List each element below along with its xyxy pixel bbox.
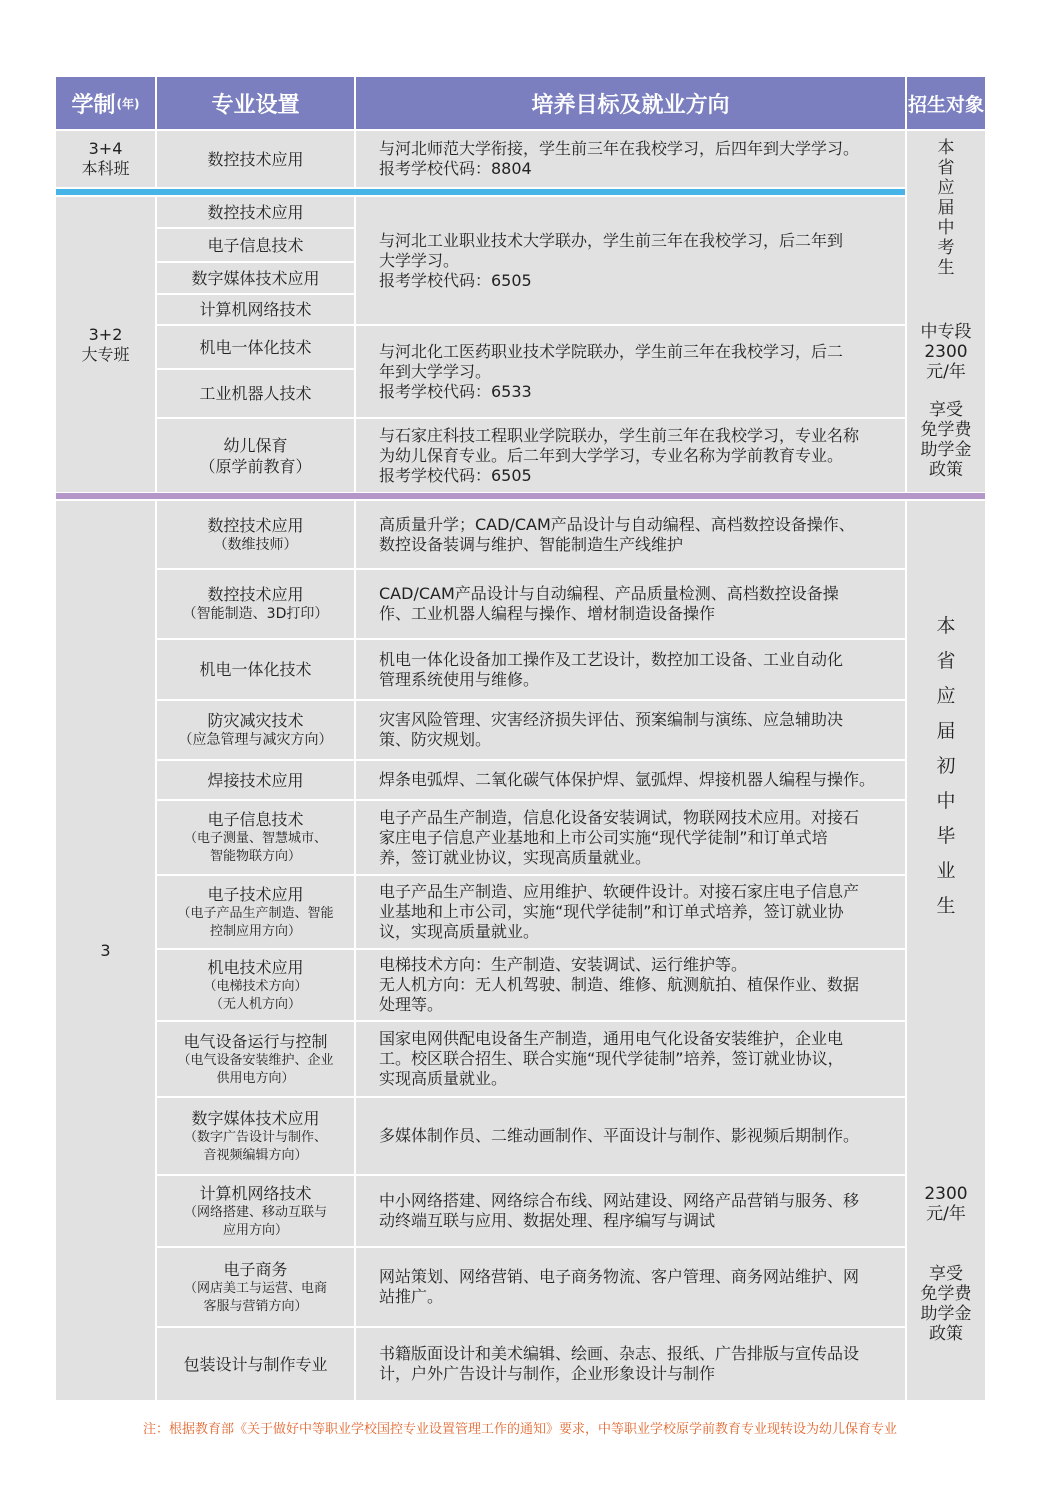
section3-major-name: 电子信息技术 (207, 810, 304, 829)
section3-major-sub: 智能物联方向） (209, 849, 301, 864)
section1-year (56, 131, 155, 187)
section3-major-name: 机电技术应用 (207, 957, 304, 977)
section3-goal (356, 1328, 905, 1400)
section3-goal (356, 1098, 905, 1174)
section3-goal (356, 570, 905, 638)
section3-major-name: 焊接技术应用 (207, 770, 304, 790)
target-bottom-policy-line4: 政策 (929, 1324, 963, 1344)
section3-major-sub: （电梯技术方向） (203, 978, 308, 994)
section3-year (56, 501, 155, 1400)
target-bottom-policy-line3: 助学金 (920, 1304, 972, 1324)
target-bottom-char: 中 (936, 790, 956, 812)
section2-major (157, 295, 354, 324)
section3-major-sub: （电子测量、智慧城市、 (183, 831, 327, 846)
target-top-policy-line1: 享受 (929, 400, 963, 420)
target-bottom-char: 届 (936, 720, 956, 742)
section3-goal (356, 501, 905, 568)
section3-major-name: 数字媒体技术应用 (191, 1108, 320, 1128)
target-top-fee-line3: 元/年 (926, 362, 966, 382)
section3-goal-text: 书籍版面设计和美术编辑、绘画、杂志、报纸、广告排版与宣传品设 计，户外广告设计与制作，企业形象设计与制作 (379, 1344, 860, 1383)
target-bottom-policy-line2: 免学费 (920, 1284, 972, 1304)
divider-blue (56, 189, 905, 195)
section3-goal-text: 焊条电弧焊、二氧化碳气体保护焊、氩弧焊、焊接机器人编程与操作。 (379, 770, 876, 789)
section2-major (157, 229, 354, 261)
section2-goal-text: 与河北化工医药职业技术学院联办，学生前三年在我校学习，后二 年到大学学习。 报考学校代码：6533 (379, 341, 844, 401)
section2-major (157, 197, 354, 227)
section3-goal-text: 电子产品生产制造、应用维护、软硬件设计。对接石家庄电子信息产 业基地和上市公司，实施“现代学徒制”和订单式培养，签订就业协 议，实现高质量就业。 (379, 882, 860, 941)
header-target-label: 招生对象 (907, 93, 984, 116)
section3-major-sub: （无人机方向） (209, 996, 301, 1012)
section3-major (157, 801, 354, 874)
section3-major-sub: （智能制造、3D打印） (182, 606, 329, 622)
section3-major (157, 1328, 354, 1400)
section2-major-name: 计算机网络技术 (199, 300, 312, 319)
target-bottom-char: 本 (936, 615, 956, 637)
section3-goal (356, 801, 905, 874)
section2-major-name: 数控技术应用 (207, 202, 304, 222)
section1-goal (356, 131, 905, 187)
target-bottom-chars (936, 609, 955, 924)
section3-goal-text: 机电一体化设备加工操作及工艺设计，数控加工设备、工业自动化 管理系统使用与维修。 (379, 649, 844, 689)
section3-major-sub: 应用方向） (222, 1222, 288, 1238)
target-top-policy-line2: 免学费 (920, 420, 972, 440)
section3-major (157, 1248, 354, 1326)
section3-major-sub: （网络搭建、移动互联与 (183, 1204, 327, 1220)
footnote: 注：根据教育部《关于做好中等职业学校国控专业设置管理工作的通知》要求，中等职业学校原学前教育专业现转设为幼儿保育专业 (142, 1422, 897, 1437)
section3-goal (356, 1022, 905, 1096)
section3-major-name: 包装设计与制作专业 (183, 1354, 328, 1374)
target-top-chars (938, 138, 955, 278)
section3-goal (356, 876, 905, 948)
target-bottom-char: 业 (936, 860, 956, 882)
section3-goal-text: 电子产品生产制造，信息化设备安装调试，物联网技术应用。对接石 家庄电子信息产业基地和上市公司实施“现代学徒制”和订单式培 养，签订就业协议，实现高质量就业。 (379, 807, 860, 867)
target-bottom-fee-line2: 元/年 (926, 1204, 966, 1224)
target-bottom-char: 毕 (936, 825, 956, 847)
section2-major-name: 幼儿保育 (223, 435, 288, 455)
section3-goal-text: 网站策划、网络营销、电子商务物流、客户管理、商务网站维护、网 站推广。 (379, 1267, 860, 1306)
section3-major-name: 机电一体化技术 (199, 660, 312, 679)
section3-major-sub: 控制应用方向） (209, 923, 301, 939)
section1-year-line2: 本科班 (81, 159, 130, 178)
section3-major (157, 950, 354, 1020)
section3-major-name: 电气设备运行与控制 (183, 1031, 328, 1051)
section2-year (56, 197, 155, 492)
divider-purple (56, 493, 985, 499)
target-top-char: 生 (937, 258, 955, 278)
section3-goal (356, 701, 905, 759)
section2-goal (356, 197, 905, 324)
section2-year-line1: 3+2 (88, 324, 123, 344)
section3-major (157, 761, 354, 799)
section3-goal (356, 950, 905, 1020)
target-top (907, 131, 985, 492)
section1-major-name: 数控技术应用 (207, 149, 304, 169)
section3-goal-text: 高质量升学；CAD/CAM产品设计与自动编程、高档数控设备操作、 数控设备装调与维护、智能制造生产线维护 (379, 514, 855, 554)
section3-major-sub: （数维技师） (213, 536, 298, 553)
section2-major-name: 电子信息技术 (207, 235, 304, 255)
target-top-char: 省 (937, 158, 955, 178)
section3-major-sub: （数字广告设计与制作、 (183, 1129, 327, 1145)
target-top-char: 应 (937, 178, 955, 198)
section3-major-sub: （电气设备安装维护、企业 (177, 1052, 334, 1068)
section3-goal-text: 电梯技术方向：生产制造、安装调试、运行维护等。 无人机方向：无人机驾驶、制造、维修、航测航拍、植保作业、数据 处理等。 (379, 955, 860, 1014)
target-bottom-char: 初 (936, 755, 956, 777)
target-top-char: 本 (937, 138, 955, 158)
section3-major (157, 570, 354, 638)
section3-goal-text: 中小网络搭建、网络综合布线、网站建设、网络产品营销与服务、移 动终端互联与应用、数据处理、程序编写与调试 (379, 1191, 860, 1230)
section3-major-name: 电子商务 (223, 1259, 288, 1279)
section3-goal (356, 640, 905, 699)
section2-major (157, 370, 354, 417)
header-target (907, 77, 985, 129)
section3-major (157, 640, 354, 699)
target-bottom-char: 省 (936, 650, 956, 672)
target-bottom-char: 生 (936, 895, 956, 917)
section3-major (157, 876, 354, 948)
header-school-system-unit: (年) (116, 96, 140, 111)
header-school-system-label: 学制 (71, 92, 116, 118)
section3-major (157, 701, 354, 759)
section3-goal (356, 761, 905, 799)
section3-major (157, 1022, 354, 1096)
section3-major (157, 501, 354, 568)
section3-major (157, 1176, 354, 1246)
target-top-char: 届 (937, 198, 955, 218)
target-bottom (907, 501, 985, 1400)
section2-major-name: 工业机器人技术 (199, 384, 312, 403)
section2-major-name: 机电一体化技术 (199, 337, 312, 357)
section3-major-sub: 客服与营销方向） (203, 1298, 308, 1314)
section3-major-sub: （电子产品生产制造、智能 (177, 905, 334, 921)
section3-goal-text: 国家电网供配电设备生产制造，通用电气化设备安装维护，企业电 工。校区联合招生、联合实施“现代学徒制”培养，签订就业协议， 实现高质量就业。 (379, 1029, 844, 1088)
section3-major-name: 电子技术应用 (207, 884, 304, 904)
section1-goal-text: 与河北师范大学衔接，学生前三年在我校学习，后四年到大学学习。 报考学校代码：8804 (379, 139, 860, 178)
section2-goal (356, 419, 905, 492)
section2-major (157, 419, 354, 492)
section3-major-name: 数控技术应用 (207, 515, 304, 535)
header-goal-label: 培养目标及就业方向 (531, 92, 730, 118)
section3-goal (356, 1176, 905, 1246)
section1-major (157, 131, 354, 187)
section3-major (157, 1098, 354, 1174)
target-top-policy-line4: 政策 (929, 460, 963, 480)
section3-major-name: 计算机网络技术 (199, 1183, 312, 1203)
section3-goal-text: 灾害风险管理、灾害经济损失评估、预案编制与演练、应急辅助决 策、防灾规划。 (379, 710, 844, 749)
section3-year-text: 3 (100, 940, 111, 960)
section2-goal (356, 326, 905, 417)
target-top-fee-line1: 中专段 (920, 322, 972, 342)
target-bottom-fee-line1: 2300 (924, 1184, 968, 1204)
section1-year-line1: 3+4 (88, 139, 123, 158)
section3-major-sub: （网店美工与运营、电商 (183, 1280, 327, 1296)
target-bottom-policy-line1: 享受 (929, 1264, 963, 1284)
section2-year-line2: 大专班 (81, 344, 130, 364)
section3-major-sub: （应急管理与减灾方向） (178, 732, 333, 748)
section3-major-name: 数控技术应用 (207, 585, 304, 604)
target-bottom-char: 应 (936, 685, 956, 707)
section2-goal-text: 与石家庄科技工程职业学院联办，学生前三年在我校学习，专业名称 为幼儿保育专业。后二年到大学学习，专业名称为学前教育专业。 报考学校代码：6505 (379, 425, 860, 485)
section2-major (157, 263, 354, 293)
section3-goal (356, 1248, 905, 1326)
section3-goal-text: 多媒体制作员、二维动画制作、平面设计与制作、影视频后期制作。 (379, 1126, 860, 1145)
target-top-char: 考 (937, 238, 955, 258)
section3-goal-text: CAD/CAM产品设计与自动编程、产品质量检测、高档数控设备操 作、工业机器人编程与操作、增材制造设备操作 (379, 584, 839, 623)
target-top-fee-line2: 2300 (924, 342, 968, 362)
header-major-label: 专业设置 (211, 92, 300, 118)
header-major (157, 77, 354, 129)
section2-major (157, 326, 354, 368)
target-top-char: 中 (937, 218, 955, 238)
header-goal (356, 77, 905, 129)
section3-major-name: 防灾减灾技术 (207, 711, 304, 730)
target-top-policy-line3: 助学金 (920, 440, 972, 460)
section2-major-name: 数字媒体技术应用 (191, 268, 320, 288)
section3-major-sub: 音视频编辑方向） (203, 1147, 308, 1163)
section2-goal-text: 与河北工业职业技术大学联办，学生前三年在我校学习，后二年到 大学学习。 报考学校代码：6505 (379, 230, 844, 290)
section2-major-sub: （原学前教育） (199, 456, 312, 476)
section3-major-sub: 供用电方向） (216, 1070, 295, 1086)
header-school-system (56, 77, 155, 129)
